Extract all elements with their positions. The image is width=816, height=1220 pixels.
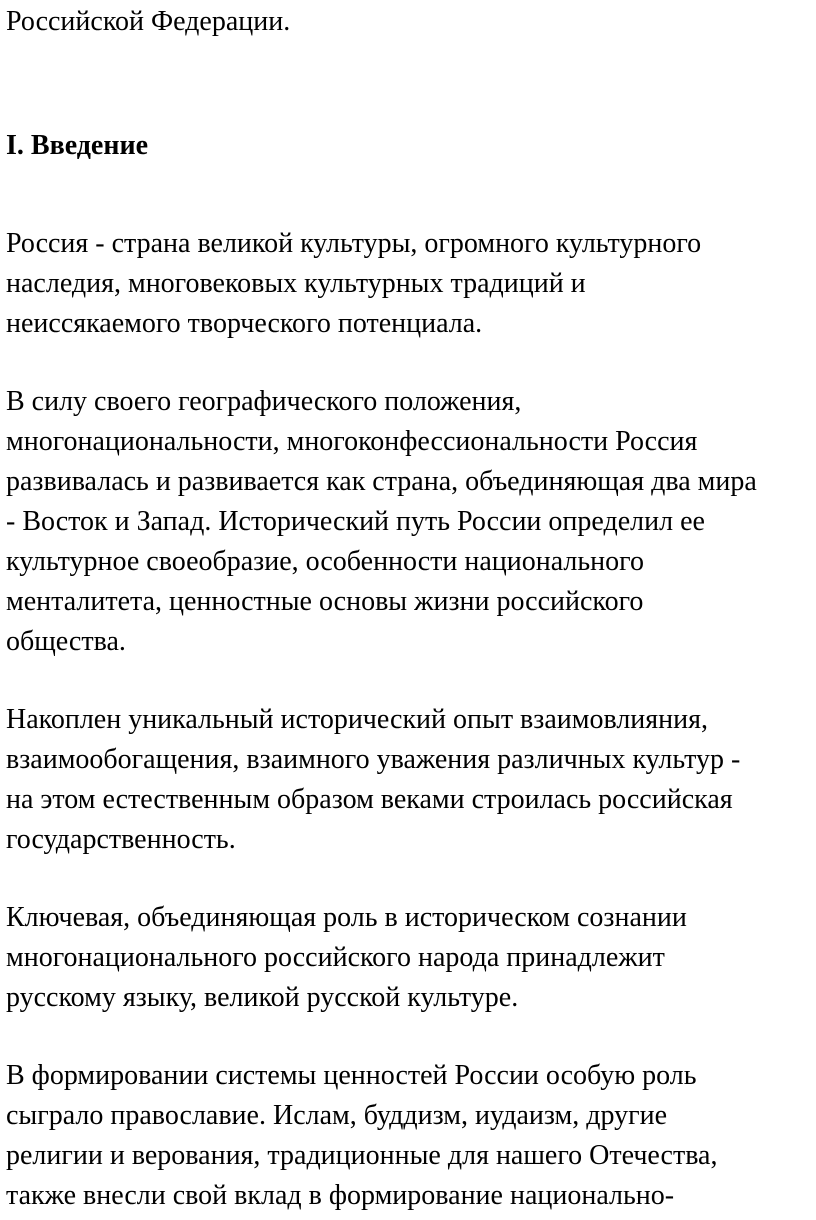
paragraph-line: неиссякаемого творческого потенциала. <box>6 308 483 339</box>
paragraph-line: Россия - страна великой культуры, огромного культурного <box>6 228 702 259</box>
paragraph-line: культурное своеобразие, особенности национального <box>6 546 644 577</box>
paragraph-line: многонационального российского народа принадлежит <box>6 942 665 973</box>
paragraph-line: русскому языку, великой русской культуре. <box>6 982 519 1013</box>
paragraph-line: наследия, многовековых культурных традиций и <box>6 268 586 299</box>
paragraph-line: развивалась и развивается как страна, объединяющая два мира <box>6 466 757 497</box>
paragraph-line: также внесли свой вклад в формирование национально- <box>6 1180 675 1211</box>
paragraph-line: Ключевая, объединяющая роль в историческом сознании <box>6 902 687 933</box>
paragraph-line: - Восток и Запад. Исторический путь России определил ее <box>6 506 705 537</box>
paragraph-line: общества. <box>6 626 126 657</box>
paragraph-line: В формировании системы ценностей России особую роль <box>6 1060 697 1091</box>
paragraph-line: на этом естественным образом веками строилась российская <box>6 784 733 815</box>
paragraph-line: религии и верования, традиционные для нашего Отечества, <box>6 1140 718 1171</box>
section-heading: I. Введение <box>6 130 149 161</box>
paragraph-line: В силу своего географического положения, <box>6 386 522 417</box>
top-line: Российской Федерации. <box>6 6 291 37</box>
paragraph-line: многонациональности, многоконфессиональности Россия <box>6 426 698 457</box>
paragraph-line: сыграло православие. Ислам, буддизм, иудаизм, другие <box>6 1100 668 1131</box>
paragraph-line: менталитета, ценностные основы жизни российского <box>6 586 644 617</box>
paragraph-line: государственность. <box>6 824 236 855</box>
paragraph-line: взаимообогащения, взаимного уважения различных культур - <box>6 744 741 775</box>
paragraph-line: Накоплен уникальный исторический опыт взаимовлияния, <box>6 704 708 735</box>
